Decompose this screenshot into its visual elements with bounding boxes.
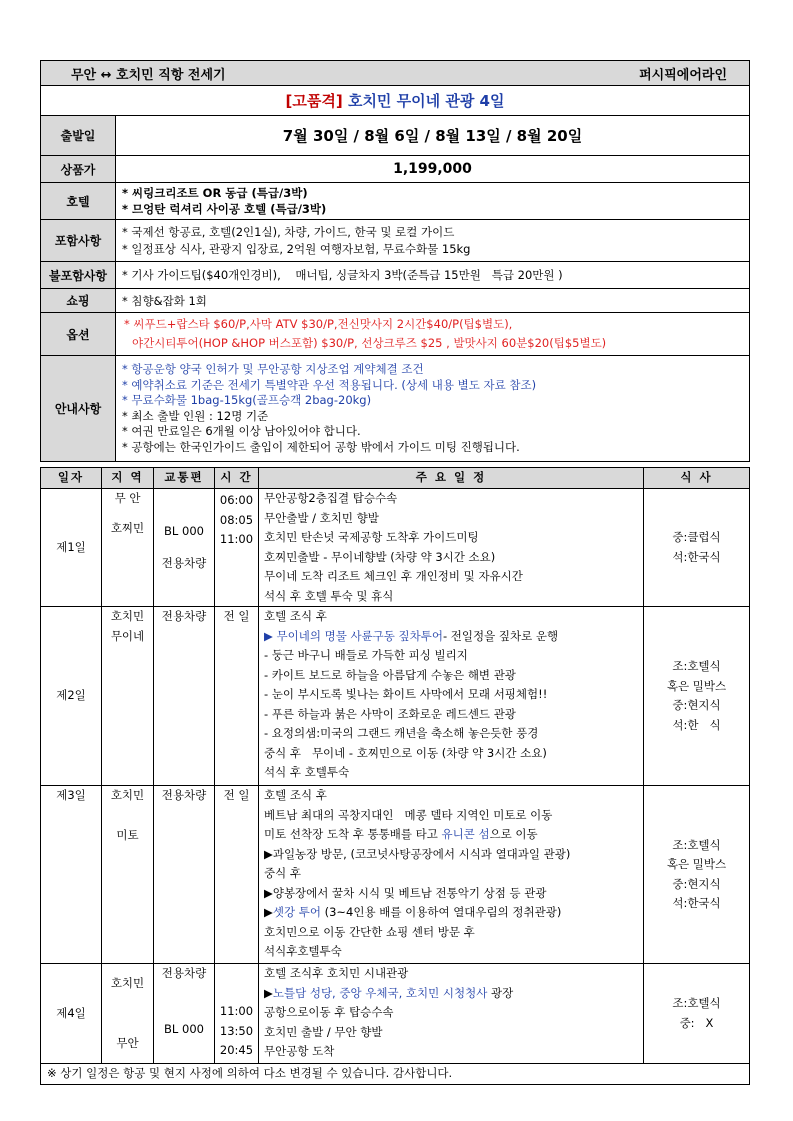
day-transport: 전용차량 bbox=[154, 786, 215, 964]
header-row bbox=[41, 61, 750, 86]
schedule-line: - 푸른 하늘과 붉은 사막이 조화로운 레드센드 관광 bbox=[264, 706, 516, 721]
schedule-line: 호텔 조식후 호치민 시내관광 bbox=[264, 966, 409, 980]
col-header-schedule: 주 요 일 정 bbox=[259, 468, 644, 489]
included-line: * 일정표상 식사, 관광지 입장료, 2억원 여행자보험, 무료수화물 15kg bbox=[122, 241, 471, 256]
notice-line: * 여권 만료일은 6개월 이상 남아있어야 합니다. bbox=[122, 424, 361, 438]
option-line: * 씨푸드+랍스타 $60/P,사막 ATV $30/P,전신맛사지 2시간$40/P(팁$별도), bbox=[124, 317, 513, 331]
excluded-row bbox=[41, 262, 750, 289]
notice-row bbox=[41, 356, 750, 462]
day-transport: 전용차량 bbox=[154, 607, 215, 786]
schedule-line: - 요정의샘:미국의 그랜드 캐년을 축소해 놓은듯한 풍경 bbox=[264, 726, 539, 740]
schedule-line: - 둥근 바구니 배들로 가득한 피싱 빌리지 bbox=[264, 648, 468, 662]
meal-line: 조:호텔식 bbox=[672, 659, 721, 673]
hotel-row bbox=[41, 183, 750, 220]
options-label: 옵션 bbox=[41, 313, 116, 356]
hotel-list bbox=[116, 183, 750, 220]
excluded-text: * 기사 가이드팁($40개인경비), 매너팁, 싱글차지 3박(준특급 15만원 특급 20만원 ) bbox=[116, 262, 750, 289]
highlight-tour: ▶ 무이네의 명물 사륜구동 짚차투어 bbox=[264, 628, 443, 643]
day-label: 제2일 bbox=[41, 607, 102, 786]
departure-dates: 7월 30일 / 8월 6일 / 8월 13일 / 8월 20일 bbox=[116, 116, 750, 156]
text-segment: 미토 선착장 도착 후 통통배를 타고 bbox=[264, 827, 442, 841]
day-schedule bbox=[259, 607, 644, 786]
schedule-line: 무이네 도착 리조트 체크인 후 개인정비 및 자유시간 bbox=[264, 569, 523, 583]
included-list bbox=[116, 220, 750, 262]
time-line: 11:00 bbox=[219, 532, 254, 546]
airline-name: 퍼시픽에어라인 bbox=[639, 67, 727, 83]
title-tag: [고품격] bbox=[285, 92, 343, 110]
day-row-1 bbox=[41, 489, 750, 607]
day-region bbox=[102, 607, 154, 786]
day-time: 전 일 bbox=[215, 607, 259, 786]
day-meals bbox=[644, 607, 750, 786]
schedule-line: - 카이트 보드로 하늘을 아름답게 수놓은 해변 관광 bbox=[264, 667, 516, 682]
hotel-line: * 씨링크리조트 OR 동급 (특급/3박) bbox=[122, 186, 308, 200]
excluded-label: 불포함사항 bbox=[41, 262, 116, 289]
schedule-line: 호치민 출발 / 무안 향발 bbox=[264, 1024, 383, 1039]
day-schedule bbox=[259, 964, 644, 1064]
day-label: 제1일 bbox=[41, 489, 102, 607]
day-meals bbox=[644, 786, 750, 964]
text-segment: 광장 bbox=[487, 985, 514, 1000]
shopping-row bbox=[41, 289, 750, 313]
meal-line: 조:호텔식 bbox=[672, 996, 721, 1010]
day-schedule bbox=[259, 786, 644, 964]
day-row-3 bbox=[41, 786, 750, 964]
schedule-line: 무안공항2층집결 탑승수속 bbox=[264, 491, 398, 505]
schedule-line: 무안출발 / 호치민 향발 bbox=[264, 510, 379, 525]
hotel-label: 호텔 bbox=[41, 183, 116, 220]
schedule-line: 무안공항 도착 bbox=[264, 1044, 335, 1058]
time-line: 13:50 bbox=[219, 1023, 254, 1038]
shopping-label: 쇼핑 bbox=[41, 289, 116, 313]
transport-line: BL 000 bbox=[164, 1021, 204, 1036]
meal-line: 석:한 식 bbox=[672, 717, 721, 732]
included-label: 포함사항 bbox=[41, 220, 116, 262]
transport-line: 전용차량 bbox=[161, 555, 207, 570]
schedule-line: 호텔 조식 후 bbox=[264, 788, 327, 802]
day-meals bbox=[644, 489, 750, 607]
day-time bbox=[215, 964, 259, 1064]
dates-label: 출발일 bbox=[41, 116, 116, 156]
col-header-region: 지 역 bbox=[102, 468, 154, 489]
option-line: 야간시티투어(HOP &HOP 버스포함) $30/P, 선상크루즈 $25 , 발맛사지 60분$20(팁$5별도) bbox=[132, 336, 607, 350]
meal-line: 혹은 밀박스 bbox=[666, 857, 727, 871]
meal-line: 중: X bbox=[679, 1015, 714, 1030]
schedule-header-row bbox=[41, 468, 750, 489]
col-header-meal: 식 사 bbox=[644, 468, 750, 489]
notice-line: * 항공운항 양국 인허가 및 무안공항 지상조업 계약체결 조건 bbox=[122, 362, 424, 376]
included-line: * 국제선 항공료, 호텔(2인1실), 차량, 가이드, 한국 및 로컬 가이드 bbox=[122, 224, 455, 239]
notice-line: * 최소 출발 인원 : 12명 기준 bbox=[122, 408, 269, 423]
day-row-4 bbox=[41, 964, 750, 1064]
options-row bbox=[41, 313, 750, 356]
notice-label: 안내사항 bbox=[41, 356, 116, 462]
meal-line: 조:호텔식 bbox=[672, 837, 721, 852]
region-line: 호치민 bbox=[110, 976, 145, 990]
region-line: 미토 bbox=[116, 827, 139, 842]
options-list bbox=[116, 313, 750, 356]
schedule-line bbox=[264, 825, 643, 845]
notice-line: * 무료수화물 1bag-15kg(골프승객 2bag-20kg) bbox=[122, 393, 372, 407]
time-line: 11:00 bbox=[219, 1004, 254, 1018]
day-transport bbox=[154, 964, 215, 1064]
col-header-time: 시 간 bbox=[215, 468, 259, 489]
product-info-table bbox=[40, 60, 750, 462]
transport-line: BL 000 bbox=[164, 524, 204, 538]
schedule-line: ▶과일농장 방문, (코코넛사탕공장에서 시식과 열대과일 관광) bbox=[264, 846, 571, 861]
notice-line: * 공항에는 한국인가이드 출입이 제한되어 공항 밖에서 가이드 미팅 진행됩니다. bbox=[122, 439, 520, 454]
day-time bbox=[215, 489, 259, 607]
footnote: ※ 상기 일정은 항공 및 현지 사정에 의하여 다소 변경될 수 있습니다. 감사합니다. bbox=[41, 1064, 750, 1085]
page-title bbox=[41, 86, 750, 116]
day-label: 제4일 bbox=[41, 964, 102, 1064]
day-region bbox=[102, 786, 154, 964]
day-schedule bbox=[259, 489, 644, 607]
region-line: 호찌민 bbox=[110, 520, 145, 535]
meal-line: 석:한국식 bbox=[672, 896, 721, 910]
col-header-day: 일자 bbox=[41, 468, 102, 489]
meal-line: 혹은 밀박스 bbox=[666, 678, 727, 693]
schedule-line: ▶양봉장에서 꿀차 시식 및 베트남 전통악기 상점 등 관광 bbox=[264, 885, 547, 900]
schedule-line: 호치민으로 이동 간단한 쇼핑 센터 방문 후 bbox=[264, 924, 475, 939]
col-header-transport: 교통편 bbox=[154, 468, 215, 489]
included-row bbox=[41, 220, 750, 262]
text-segment: 으로 이동 bbox=[489, 827, 538, 841]
day-meals bbox=[644, 964, 750, 1064]
schedule-line: 석식 후 호텔투숙 bbox=[264, 765, 350, 779]
title-text: 호치민 무이네 관광 4일 bbox=[347, 92, 505, 110]
meal-line: 중:현지식 bbox=[672, 876, 721, 891]
meal-line: 중:클럽식 bbox=[672, 530, 721, 544]
price-value: 1,199,000 bbox=[116, 156, 750, 183]
transport-line: 전용차량 bbox=[161, 966, 207, 980]
day-label: 제3일 bbox=[41, 786, 102, 964]
schedule-line: 중식 후 무이네 - 호찌민으로 이동 (차량 약 3시간 소요) bbox=[264, 745, 547, 760]
city-tour-highlight: 노틀담 성당, 중앙 우체국, 호치민 시청청사 bbox=[272, 985, 488, 1000]
day-row-2 bbox=[41, 607, 750, 786]
notice-line: * 예약취소료 기준은 전세기 특별약관 우선 적용됩니다. (상세 내용 별도 자료 참조) bbox=[122, 377, 537, 392]
river-tour-highlight: 셋강 투어 bbox=[272, 905, 321, 919]
time-line: 20:45 bbox=[219, 1043, 254, 1057]
schedule-line: 호치민 탄손넛 국제공항 도착후 가이드미팅 bbox=[264, 530, 479, 544]
text-segment: ▶ bbox=[264, 985, 273, 1000]
schedule-line bbox=[264, 903, 643, 923]
shopping-text: * 침향&잡화 1회 bbox=[116, 289, 750, 313]
schedule-line: 석식 후 호텔 투숙 및 휴식 bbox=[264, 588, 394, 603]
schedule-table bbox=[40, 467, 750, 1085]
time-line: 08:05 bbox=[219, 512, 254, 527]
title-row bbox=[41, 86, 750, 116]
schedule-line: 중식 후 bbox=[264, 866, 301, 880]
text-segment: (3~4인용 배를 이용하여 열대우림의 정취관광) bbox=[320, 905, 562, 919]
highlight-rest: - 전일정을 짚차로 운행 bbox=[443, 628, 559, 643]
day-transport bbox=[154, 489, 215, 607]
schedule-line bbox=[264, 627, 643, 647]
region-line: 호치민 bbox=[110, 788, 145, 802]
meal-line: 중:현지식 bbox=[672, 698, 721, 712]
notice-list bbox=[116, 356, 750, 462]
region-line: 무안 bbox=[116, 1035, 139, 1050]
itinerary-page bbox=[40, 60, 750, 1085]
hotel-line: * 므엉탄 럭셔리 사이공 호텔 (특급/3박) bbox=[122, 202, 327, 216]
schedule-line: 공항으로이동 후 탑승수속 bbox=[264, 1005, 394, 1019]
time-line: 06:00 bbox=[219, 493, 254, 507]
day-region bbox=[102, 489, 154, 607]
schedule-line: 호찌민출발 - 무이네향발 (차량 약 3시간 소요) bbox=[264, 549, 496, 564]
price-row bbox=[41, 156, 750, 183]
day-region bbox=[102, 964, 154, 1064]
region-line: 무 안 bbox=[114, 491, 141, 505]
region-line: 무이네 bbox=[110, 628, 145, 643]
schedule-line bbox=[264, 984, 643, 1004]
price-label: 상품가 bbox=[41, 156, 116, 183]
text-segment: ▶ bbox=[264, 905, 273, 919]
schedule-line: 석식후호텔투숙 bbox=[264, 944, 342, 958]
meal-line: 석:한국식 bbox=[672, 549, 721, 564]
day-time: 전 일 bbox=[215, 786, 259, 964]
unicorn-island-highlight: 유니콘 섬 bbox=[441, 827, 490, 841]
footnote-row bbox=[41, 1064, 750, 1085]
schedule-line: 베트남 최대의 곡창지대인 메콩 델타 지역인 미토로 이동 bbox=[264, 807, 553, 822]
region-line: 호치민 bbox=[110, 609, 145, 623]
schedule-line: 호텔 조식 후 bbox=[264, 609, 327, 623]
dates-row bbox=[41, 116, 750, 156]
schedule-line: - 눈이 부시도록 빛나는 화이트 사막에서 모래 서핑체험!! bbox=[264, 687, 548, 701]
route-title: 무안 ↔ 호치민 직항 전세기 bbox=[71, 67, 226, 83]
